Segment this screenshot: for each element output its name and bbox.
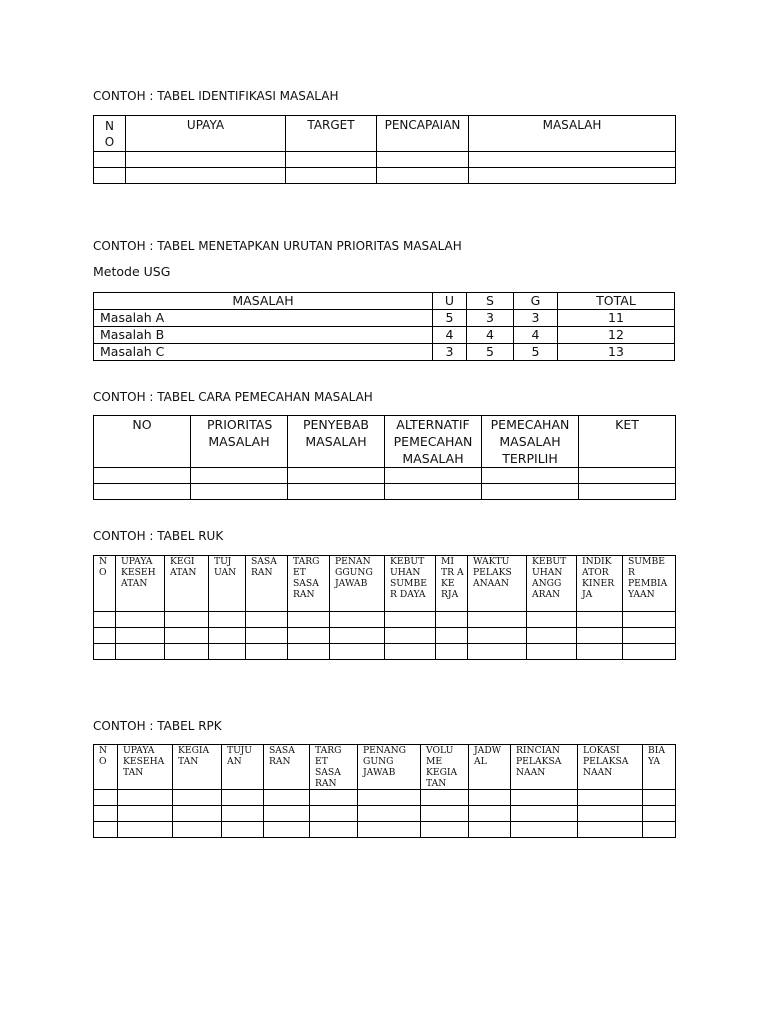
header-cell: N O (94, 556, 116, 612)
header-cell: PENANG GUNG JAWAB (358, 745, 421, 790)
section-2-heading: CONTOH : TABEL MENETAPKAN URUTAN PRIORITAS MASALAH (93, 239, 462, 253)
header-cell: JADW AL (469, 745, 511, 790)
header-cell: KEBUT UHAN SUMBE R DAYA (385, 556, 436, 612)
s-cell: 5 (467, 344, 514, 361)
g-cell: 5 (514, 344, 558, 361)
u-cell: 4 (433, 327, 467, 344)
u-cell: 3 (433, 344, 467, 361)
header-cell: TARG ET SASA RAN (310, 745, 358, 790)
header-cell: S (467, 293, 514, 310)
header-cell: LOKASI PELAKSA NAAN (578, 745, 643, 790)
total-cell: 11 (558, 310, 675, 327)
header-cell: MASALAH (94, 293, 433, 310)
table-row (94, 822, 676, 838)
header-cell: G (514, 293, 558, 310)
header-cell: WAKTU PELAKS ANAAN (468, 556, 527, 612)
table-row (94, 468, 676, 484)
header-cell: SASA RAN (246, 556, 288, 612)
section-3-heading: CONTOH : TABEL CARA PEMECAHAN MASALAH (93, 390, 373, 404)
header-cell: SASA RAN (264, 745, 310, 790)
table-row (94, 644, 676, 660)
table-row (94, 612, 676, 628)
masalah-cell: Masalah A (94, 310, 433, 327)
header-cell: N O (94, 745, 118, 790)
table-row (94, 628, 676, 644)
header-cell: PRIORITAS MASALAH (191, 416, 288, 468)
table-row (94, 310, 675, 327)
pemecahan-masalah-table (93, 415, 676, 500)
table-row (94, 790, 676, 806)
total-cell: 13 (558, 344, 675, 361)
table-header-row (94, 416, 676, 468)
header-cell: KEGI ATAN (165, 556, 209, 612)
section-4-heading: CONTOH : TABEL RUK (93, 529, 224, 543)
header-cell: TUJU AN (222, 745, 264, 790)
header-cell: NO (94, 416, 191, 468)
header-cell: PEMECAHAN MASALAH TERPILIH (482, 416, 579, 468)
header-cell: SUMBE R PEMBIA YAAN (623, 556, 676, 612)
table-header-row (94, 745, 676, 790)
header-cell: RINCIAN PELAKSA NAAN (511, 745, 578, 790)
g-cell: 3 (514, 310, 558, 327)
header-cell: INDIK ATOR KINER JA (577, 556, 623, 612)
u-cell: 5 (433, 310, 467, 327)
header-cell: PENCAPAIAN (377, 116, 469, 152)
table-row (94, 168, 676, 184)
header-cell: BIA YA (643, 745, 676, 790)
ruk-table (93, 555, 676, 660)
s-cell: 3 (467, 310, 514, 327)
table-header-row (94, 293, 675, 310)
method-label: Metode USG (93, 264, 171, 279)
table-row (94, 344, 675, 361)
masalah-cell: Masalah C (94, 344, 433, 361)
total-cell: 12 (558, 327, 675, 344)
section-1-heading: CONTOH : TABEL IDENTIFIKASI MASALAH (93, 89, 339, 103)
rpk-table (93, 744, 676, 838)
header-cell: MASALAH (469, 116, 676, 152)
table-row (94, 152, 676, 168)
header-cell: KEBUT UHAN ANGG ARAN (527, 556, 577, 612)
header-cell: VOLU ME KEGIA TAN (421, 745, 469, 790)
table-row (94, 806, 676, 822)
table-row (94, 327, 675, 344)
header-cell: UPAYA KESEH ATAN (116, 556, 165, 612)
header-cell: KEGIA TAN (173, 745, 222, 790)
header-cell: TARG ET SASA RAN (288, 556, 330, 612)
masalah-cell: Masalah B (94, 327, 433, 344)
header-cell: PENYEBAB MASALAH (288, 416, 385, 468)
table-header-row (94, 116, 676, 152)
header-cell: TOTAL (558, 293, 675, 310)
s-cell: 4 (467, 327, 514, 344)
header-cell: ALTERNATIF PEMECAHAN MASALAH (385, 416, 482, 468)
table-row (94, 484, 676, 500)
header-cell: MI TR A KE RJA (436, 556, 468, 612)
prioritas-masalah-table (93, 292, 675, 361)
header-cell: PENAN GGUNG JAWAB (330, 556, 385, 612)
header-cell: UPAYA (126, 116, 286, 152)
header-cell: TARGET (286, 116, 377, 152)
header-cell: UPAYA KESEHA TAN (118, 745, 173, 790)
table-header-row (94, 556, 676, 612)
header-cell: N O (94, 116, 126, 152)
g-cell: 4 (514, 327, 558, 344)
identifikasi-masalah-table (93, 115, 676, 184)
header-cell: KET (579, 416, 676, 468)
header-cell: TUJ UAN (209, 556, 246, 612)
header-cell: U (433, 293, 467, 310)
section-5-heading: CONTOH : TABEL RPK (93, 719, 222, 733)
